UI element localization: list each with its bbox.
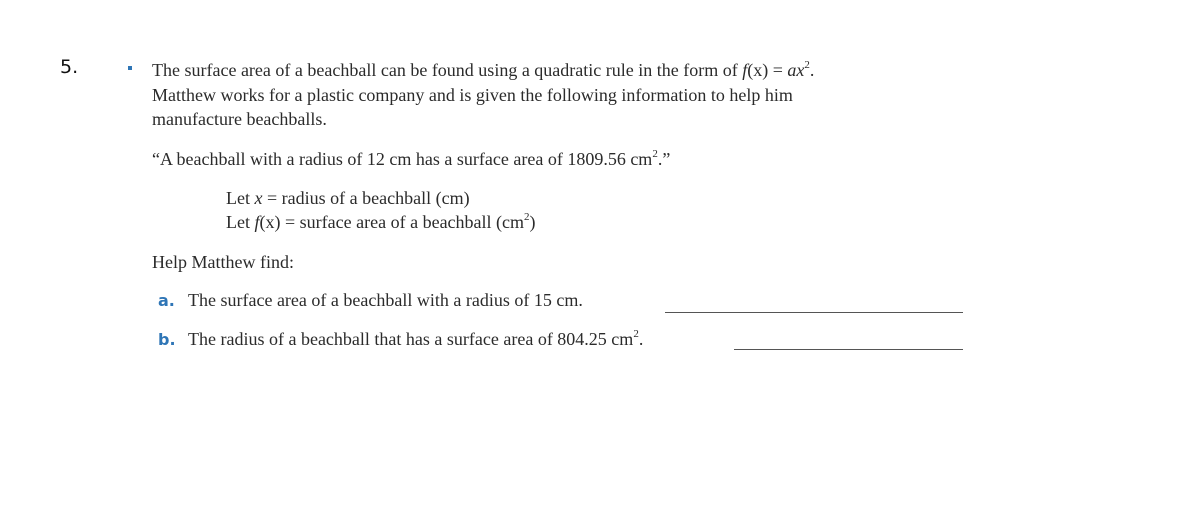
definition-f: [226, 210, 536, 234]
definition-x: [226, 186, 470, 210]
variable-f: f: [254, 212, 260, 232]
let-word: Let: [226, 212, 255, 232]
definition-x-text: = radius of a beachball (cm): [262, 188, 470, 208]
part-b-text: The radius of a beachball that has a surface area of 804.25 cm: [188, 329, 634, 349]
intro-text: The surface area of a beachball can be found using a quadratic rule in the form of: [152, 60, 743, 80]
intro-line-2: Matthew works for a plastic company and is given the following information to help him: [152, 85, 793, 105]
quote-exponent: 2: [652, 148, 658, 160]
intro-line-3: manufacture beachballs.: [152, 109, 327, 129]
part-a: [158, 288, 583, 313]
bullet-marker: [128, 66, 132, 70]
definition-f-exponent: 2: [524, 211, 530, 223]
function-arg: (x): [259, 212, 281, 232]
intro-line-1: [152, 58, 814, 82]
function-name: f: [742, 60, 748, 80]
part-a-label: a.: [158, 291, 175, 310]
help-prompt: Help Matthew find:: [152, 252, 294, 272]
definition-f-close: ): [529, 212, 536, 232]
part-a-text: The surface area of a beachball with a radius of 15 cm.: [188, 290, 583, 310]
part-b-period: .: [638, 329, 644, 349]
rule-term: ax: [787, 60, 805, 80]
quote-text: “A beachball with a radius of 12 cm has a surface area of 1809.56 cm: [152, 149, 653, 169]
question-number: 5.: [60, 56, 79, 78]
part-b: [158, 327, 643, 352]
definition-f-text: = surface area of a beachball (cm: [280, 212, 525, 232]
part-b-exponent: 2: [633, 328, 639, 340]
part-a-answer-blank[interactable]: [665, 312, 963, 313]
part-b-answer-blank[interactable]: [734, 349, 963, 350]
given-quote: [152, 147, 670, 171]
function-arg: (x): [747, 60, 769, 80]
rule-exponent: 2: [804, 59, 810, 71]
variable-x: x: [254, 188, 263, 208]
intro-period: .: [809, 60, 815, 80]
part-b-label: b.: [158, 330, 176, 349]
quote-close: .”: [657, 149, 671, 169]
let-word: Let: [226, 188, 255, 208]
equals-sign: =: [768, 60, 788, 80]
